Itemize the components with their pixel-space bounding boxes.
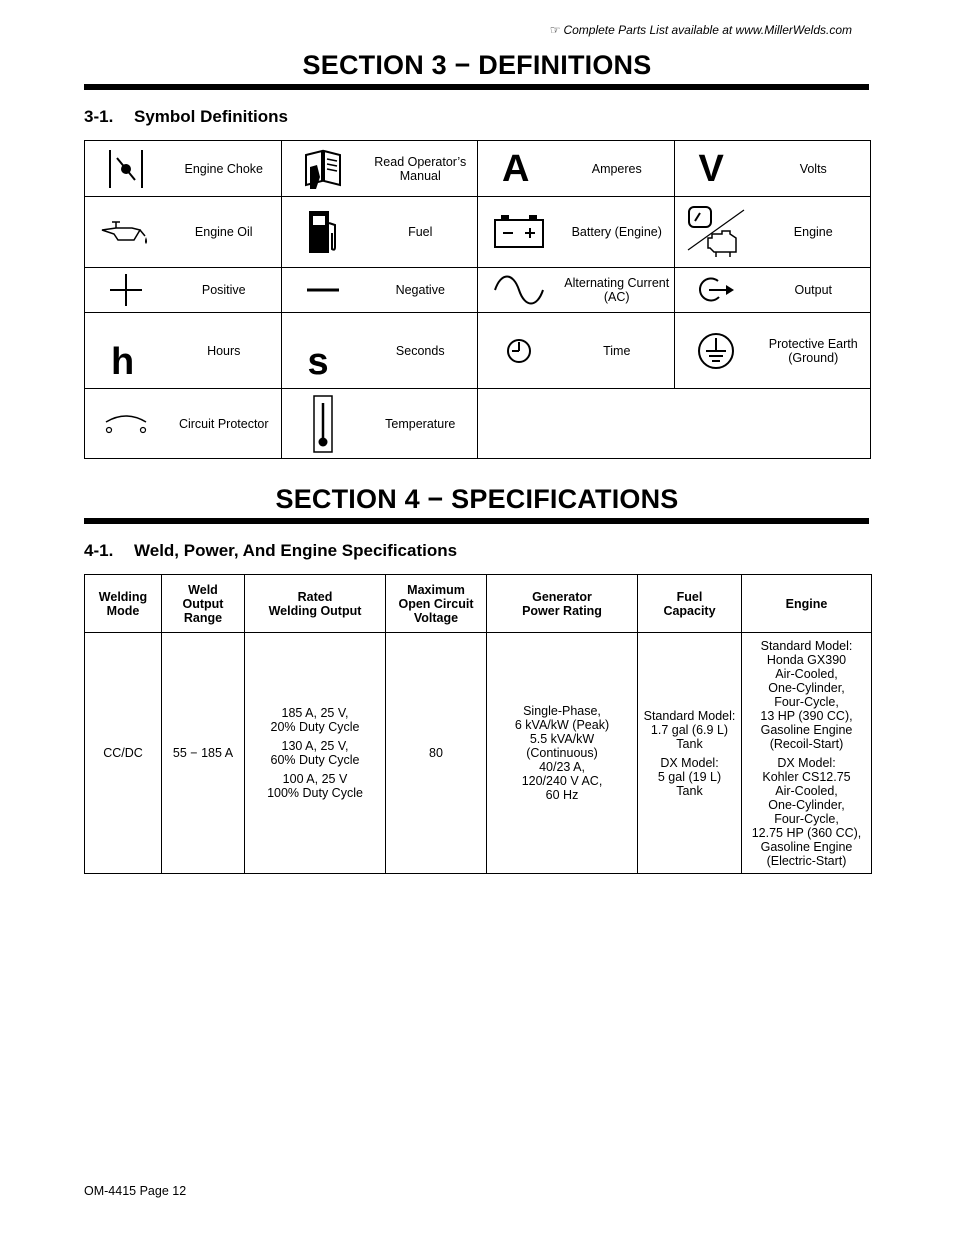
header-max-ocv: Maximum Open Circuit Voltage — [386, 575, 487, 633]
cell-engine: Standard Model: Honda GX390 Air-Cooled, One-Cylinder, Four-Cycle, 13 HP (390 CC), Gasoline Engine (Recoil-Start) DX Model: Kohler CS12.75 Air-Cooled, One-Cylinder, Four-Cycle, 12.75 HP (360 CC), Gasoline Engine (Electric-Start) — [742, 633, 872, 874]
positive-icon — [85, 273, 167, 307]
engine-label: Engine — [793, 225, 833, 239]
subsection-4-1-number: 4-1. — [84, 541, 114, 560]
section-3-title: SECTION 3 − DEFINITIONS — [302, 50, 652, 80]
temperature-label: Temperature — [385, 416, 456, 431]
seconds-glyph: s — [307, 340, 329, 383]
circuit-protector-icon — [85, 412, 167, 436]
pointing-hand-icon: ☞ — [549, 23, 561, 37]
read-manual-icon — [282, 147, 364, 191]
table-row — [85, 633, 872, 874]
fuel-pump-icon — [282, 209, 364, 255]
engine-oil-label: Engine Oil — [194, 225, 253, 239]
time-label: Time — [603, 343, 631, 358]
battery-icon — [478, 215, 560, 249]
seconds-label: Seconds — [395, 343, 445, 358]
thermometer-icon — [282, 395, 364, 453]
subsection-3-1-number: 3-1. — [84, 107, 114, 126]
cell-weld-output-range: 55 − 185 A — [162, 633, 245, 874]
positive-label: Positive — [201, 283, 246, 297]
output-icon — [675, 275, 757, 305]
fuel-label: Fuel — [408, 225, 433, 239]
header-welding-mode: Welding Mode — [85, 575, 162, 633]
hours-icon — [85, 321, 167, 381]
section-4-rule — [84, 518, 869, 524]
engine-icon — [675, 204, 757, 260]
cell-rated-welding-output: 185 A, 25 V, 20% Duty Cycle 130 A, 25 V, 60% Duty Cycle 100 A, 25 V 100% Duty Cycle — [245, 633, 386, 874]
cell-generator-power-rating: Single-Phase, 6 kVA/kW (Peak) 5.5 kVA/kW (Continuous) 40/23 A, 120/240 V AC, 60 Hz — [487, 633, 638, 874]
volts-label: Volts — [799, 161, 827, 176]
output-label: Output — [794, 283, 833, 297]
section-4-title: SECTION 4 − SPECIFICATIONS — [275, 484, 679, 514]
amperes-label: Amperes — [591, 161, 642, 176]
header-weld-output-range: Weld Output Range — [162, 575, 245, 633]
cell-fuel-capacity: Standard Model: 1.7 gal (6.9 L) Tank DX Model: 5 gal (19 L) Tank — [638, 633, 742, 874]
header-engine: Engine — [742, 575, 872, 633]
protective-earth-icon — [675, 331, 757, 371]
section-3-rule — [84, 84, 869, 90]
engine-oil-icon — [85, 218, 167, 246]
battery-label: Battery (Engine) — [571, 225, 662, 239]
amperes-icon — [478, 147, 560, 190]
parts-list-note — [550, 23, 852, 37]
negative-label: Negative — [395, 283, 445, 297]
cell-max-ocv: 80 — [386, 633, 487, 874]
subsection-4-1-title — [84, 541, 457, 561]
subsection-4-1-text: Weld, Power, And Engine Specifications — [134, 541, 458, 560]
engine-choke-label: Engine Choke — [184, 161, 264, 176]
read-manual-label: Read Operator’s Manual — [374, 154, 467, 183]
volts-glyph: V — [698, 147, 724, 190]
specifications-table — [84, 574, 872, 874]
amperes-glyph: A — [502, 147, 530, 190]
seconds-icon — [282, 321, 364, 381]
engine-choke-icon — [85, 148, 167, 190]
alternating-current-label: Alternating Current (AC) — [564, 276, 670, 304]
empty-cell — [478, 389, 871, 459]
hours-glyph: h — [111, 340, 135, 383]
volts-icon — [675, 147, 757, 190]
header-generator-power-rating: Generator Power Rating — [487, 575, 638, 633]
symbol-definitions-table — [84, 140, 871, 459]
header-fuel-capacity: Fuel Capacity — [638, 575, 742, 633]
cell-welding-mode: CC/DC — [85, 633, 162, 874]
parts-list-note-text: Complete Parts List available at www.MillerWelds.com — [563, 23, 852, 37]
header-rated-welding-output: Rated Welding Output — [245, 575, 386, 633]
alternating-current-icon — [478, 274, 560, 306]
negative-icon — [282, 285, 364, 295]
hours-label: Hours — [207, 343, 241, 358]
subsection-3-1-title — [84, 107, 288, 127]
circuit-protector-label: Circuit Protector — [178, 416, 269, 431]
protective-earth-label: Protective Earth (Ground) — [768, 336, 858, 365]
time-clock-icon — [478, 336, 560, 366]
page-footer: OM-4415 Page 12 — [84, 1184, 187, 1198]
subsection-3-1-text: Symbol Definitions — [134, 107, 288, 126]
